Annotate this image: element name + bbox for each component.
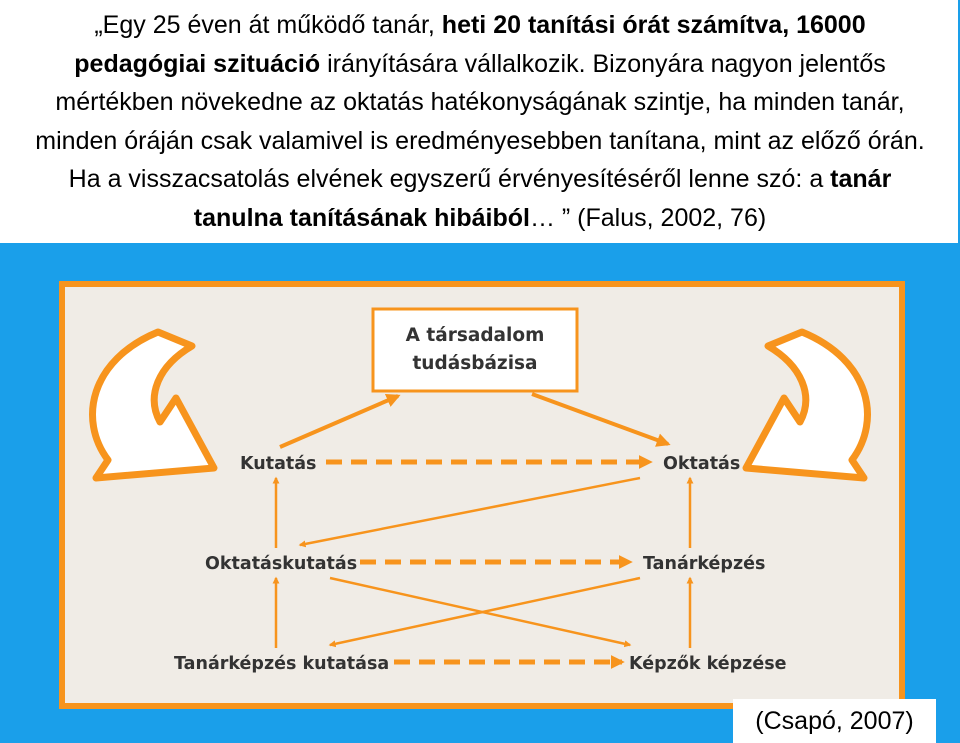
node-tanarkepzes: Tanárképzés — [643, 554, 766, 574]
quote-line2-a: pedagógiai szituáció — [74, 49, 321, 78]
quote-line2-b: irányítására vállalkozik. Bizonyára nagyon jelentős — [320, 49, 886, 78]
citation: (Csapó, 2007) — [733, 699, 936, 743]
top-box-line1: A társadalom — [405, 325, 545, 346]
node-kepzok-kepzese: Képzők képzése — [629, 654, 787, 674]
quote-line6-b: … ” (Falus, 2002, 76) — [529, 203, 767, 232]
node-tanarkepzes-kutatasa: Tanárképzés kutatása — [174, 654, 390, 674]
quote-line1-a: „Egy 25 éven át működő tanár, — [94, 11, 442, 39]
top-box — [373, 309, 577, 391]
node-oktatas: Oktatás — [663, 454, 741, 474]
quote-line4: minden óráján csak valamivel is eredményesebben tanítana, mint az előző órán. — [35, 126, 925, 155]
quote-line5-a: Ha a visszacsatolás elvének egyszerű érvényesítéséről lenne szó: a — [68, 165, 831, 193]
quote-line5-b: tanár — [830, 165, 892, 193]
quote-line3: mértékben növekedne az oktatás hatékonyságának szintje, ha minden tanár, — [55, 88, 905, 116]
quote-line1-b: heti 20 tanítási órát számítva, 16000 — [441, 11, 866, 39]
node-oktataskutatas: Oktatáskutatás — [205, 554, 358, 574]
quote-line6-a: tanulna tanításának hibáiból — [193, 203, 530, 232]
top-box-line2: tudásbázisa — [412, 353, 538, 374]
node-kutatas: Kutatás — [240, 454, 317, 474]
